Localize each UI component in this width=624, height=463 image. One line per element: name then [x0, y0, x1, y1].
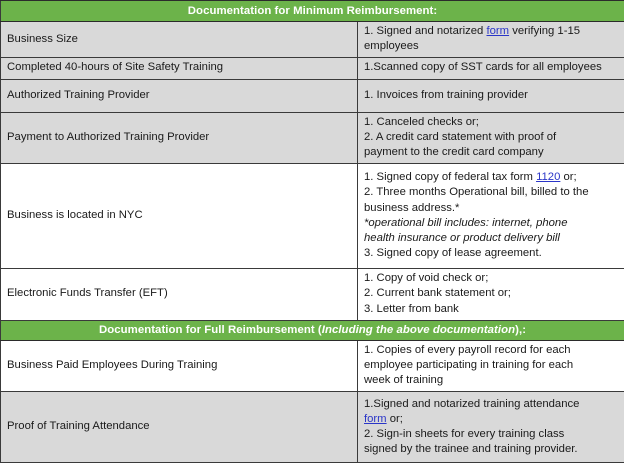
detail-line: 2. Current bank statement or; [364, 286, 618, 301]
detail-line [364, 24, 618, 39]
detail-line: employee participating in training for each [364, 358, 618, 373]
table-row-business-located-nyc [1, 164, 624, 269]
detail-line: payment to the credit card company [364, 145, 618, 160]
table-body [1, 1, 624, 463]
section-header-full-reimbursement [1, 320, 624, 340]
table-row-authorized-training-provider [1, 79, 624, 112]
row-label-payment-to-provider: Payment to Authorized Training Provider [1, 112, 358, 164]
detail-line: 1.Scanned copy of SST cards for all employees [364, 60, 618, 75]
table-row-proof-of-training-attendance [1, 392, 624, 463]
detail-line-note: health insurance or product delivery bill [364, 231, 618, 246]
detail-line: business address.* [364, 201, 618, 216]
row-detail-electronic-funds-transfer [358, 269, 624, 321]
detail-text-post: or; [560, 171, 576, 183]
attendance-form-link[interactable]: form [364, 413, 387, 425]
detail-line-note: *operational bill includes: internet, phone [364, 216, 618, 231]
detail-line: 1. Canceled checks or; [364, 115, 618, 130]
detail-line: 3. Signed copy of lease agreement. [364, 246, 618, 261]
table-row-business-size [1, 22, 624, 58]
detail-line: signed by the trainee and training provider. [364, 442, 618, 457]
detail-line: 2. Sign-in sheets for every training class [364, 427, 618, 442]
table-row-electronic-funds-transfer [1, 269, 624, 321]
section-header-full-parenthetical: Including the above documentation [322, 324, 515, 336]
table-row-site-safety-training [1, 58, 624, 79]
tax-form-1120-link[interactable]: 1120 [536, 171, 560, 183]
row-label-authorized-training-provider: Authorized Training Provider [1, 79, 358, 112]
section-header-full-label-before: Documentation for Full Reimbursement ( [99, 324, 322, 336]
row-label-business-located-nyc: Business is located in NYC [1, 164, 358, 269]
table-row-payment-to-provider [1, 112, 624, 164]
detail-line [364, 412, 618, 427]
row-detail-business-paid-employees [358, 340, 624, 392]
detail-line: 1.Signed and notarized training attendance [364, 397, 618, 412]
detail-text-pre: 1. Signed and notarized [364, 25, 486, 37]
detail-line: 2. A credit card statement with proof of [364, 130, 618, 145]
row-detail-authorized-training-provider [358, 79, 624, 112]
row-label-proof-of-training-attendance: Proof of Training Attendance [1, 392, 358, 463]
row-detail-business-size [358, 22, 624, 58]
row-label-business-paid-employees: Business Paid Employees During Training [1, 340, 358, 392]
section-header-full-label-after: ),: [515, 324, 526, 336]
detail-text-post: verifying 1-15 [509, 25, 580, 37]
detail-line: 3. Letter from bank [364, 302, 618, 317]
detail-line: employees [364, 39, 618, 54]
detail-line: week of training [364, 373, 618, 388]
detail-text-pre: 1. Signed copy of federal tax form [364, 171, 536, 183]
row-detail-payment-to-provider [358, 112, 624, 164]
section-header-minimum-label: Documentation for Minimum Reimbursement: [188, 5, 437, 17]
detail-line [364, 170, 618, 185]
row-detail-proof-of-training-attendance [358, 392, 624, 463]
table-row-business-paid-employees [1, 340, 624, 392]
detail-line: 1. Copy of void check or; [364, 271, 618, 286]
detail-line: 2. Three months Operational bill, billed to the [364, 185, 618, 200]
row-detail-site-safety-training [358, 58, 624, 79]
section-header-row-minimum [1, 1, 624, 22]
row-label-site-safety-training: Completed 40-hours of Site Safety Training [1, 58, 358, 79]
detail-text-post: or; [387, 413, 403, 425]
row-label-electronic-funds-transfer: Electronic Funds Transfer (EFT) [1, 269, 358, 321]
row-label-business-size: Business Size [1, 22, 358, 58]
detail-line: 1. Copies of every payroll record for each [364, 343, 618, 358]
detail-line: 1. Invoices from training provider [364, 88, 618, 103]
section-header-minimum-reimbursement [1, 1, 624, 22]
section-header-row-full [1, 320, 624, 340]
row-detail-business-located-nyc [358, 164, 624, 269]
form-link[interactable]: form [486, 25, 509, 37]
